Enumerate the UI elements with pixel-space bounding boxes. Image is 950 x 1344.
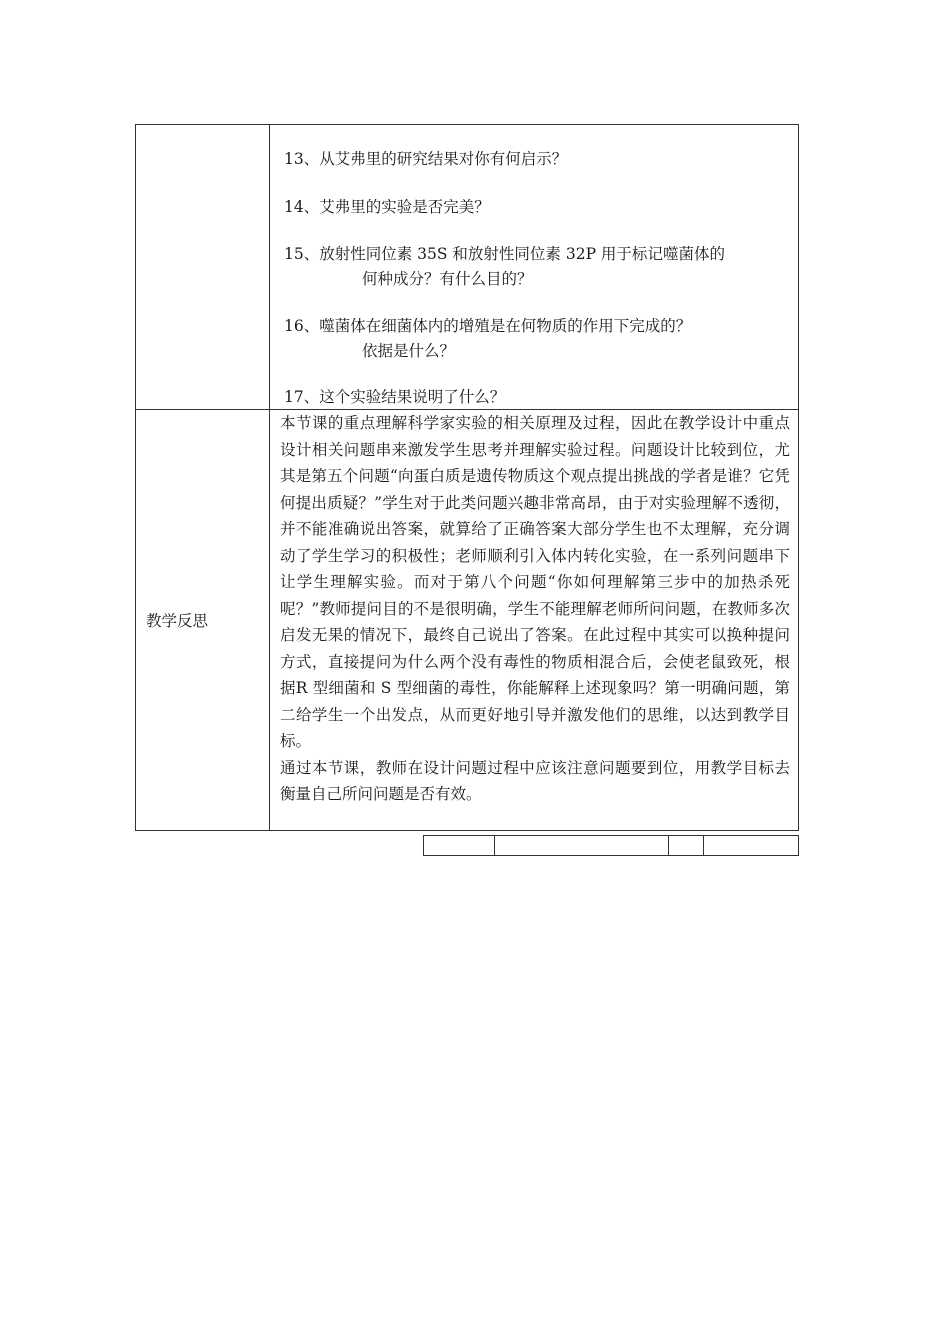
question-number: 16、 [284,317,320,335]
question-text-continued: 依据是什么？ [362,342,456,360]
footer-cell [669,836,704,856]
questions-label-cell [136,125,270,410]
question-number: 17、 [284,388,320,406]
footer-row [424,836,799,856]
questions-cell [270,125,799,410]
question-13 [284,147,792,172]
footer-cell [704,836,799,856]
reflection-paragraph-1: 本节课的重点理解科学家实验的相关原理及过程，因此在教学设计中重点设计相关问题串来激发学生思考并理解实验过程。问题设计比较到位，尤其是第五个问题“向蛋白质是遗传物质这个观点提出挑战的学者是谁？它凭何提出质疑？”学生对于此类问题兴趣非常高昂，由于对实验理解不透彻，并不能准确说出答案，就算给了正确答案大部分学生也不太理解，充分调动了学生学习的积极性；老师顺利引入体内转化实验，在一系列问题串下让学生理解实验。而对于第八个问题“你如何理解第三步中的加热杀死呢？”教师提问目的不是很明确，学生不能理解老师所问问题，在教师多次启发无果的情况下，最终自己说出了答案。在此过程中其实可以换种提问方式，直接提问为什么两个没有毒性的物质相混合后，会使老鼠致死，根据R 型细菌和 S 型细菌的毒性，你能解释上述现象吗？第一明确问题，第二给学生一个出发点，从而更好地引导并激发他们的思维，以达到教学目标。 [280,414,790,750]
reflection-cell [270,410,799,831]
question-14 [284,195,792,220]
reflection-label: 教学反思 [146,612,209,630]
footer-table-fragment [423,835,799,856]
question-text: 噬菌体在细菌体内的增殖是在何物质的作用下完成的？ [319,317,692,335]
question-number: 13、 [284,150,320,168]
footer-cell [495,836,669,856]
reflection-row [136,410,799,831]
lesson-table [135,124,799,831]
reflection-label-cell [136,410,270,831]
question-17 [284,385,792,410]
reflection-paragraph-2: 通过本节课，教师在设计问题过程中应该注意问题要到位，用教学目标去衡量自己所问问题是否有效。 [280,758,790,803]
footer-cell [424,836,495,856]
question-15 [284,242,792,292]
question-16 [284,314,792,364]
question-text: 艾弗里的实验是否完美？ [319,198,490,216]
question-text: 这个实验结果说明了什么？ [319,388,506,406]
question-number: 14、 [284,198,320,216]
question-text-continued: 何种成分？有什么目的？ [362,270,533,288]
question-number: 15、 [284,245,320,263]
questions-row [136,125,799,410]
question-text: 放射性同位素 35S 和放射性同位素 32P 用于标记噬菌体的 [319,245,725,263]
question-text: 从艾弗里的研究结果对你有何启示？ [319,150,568,168]
